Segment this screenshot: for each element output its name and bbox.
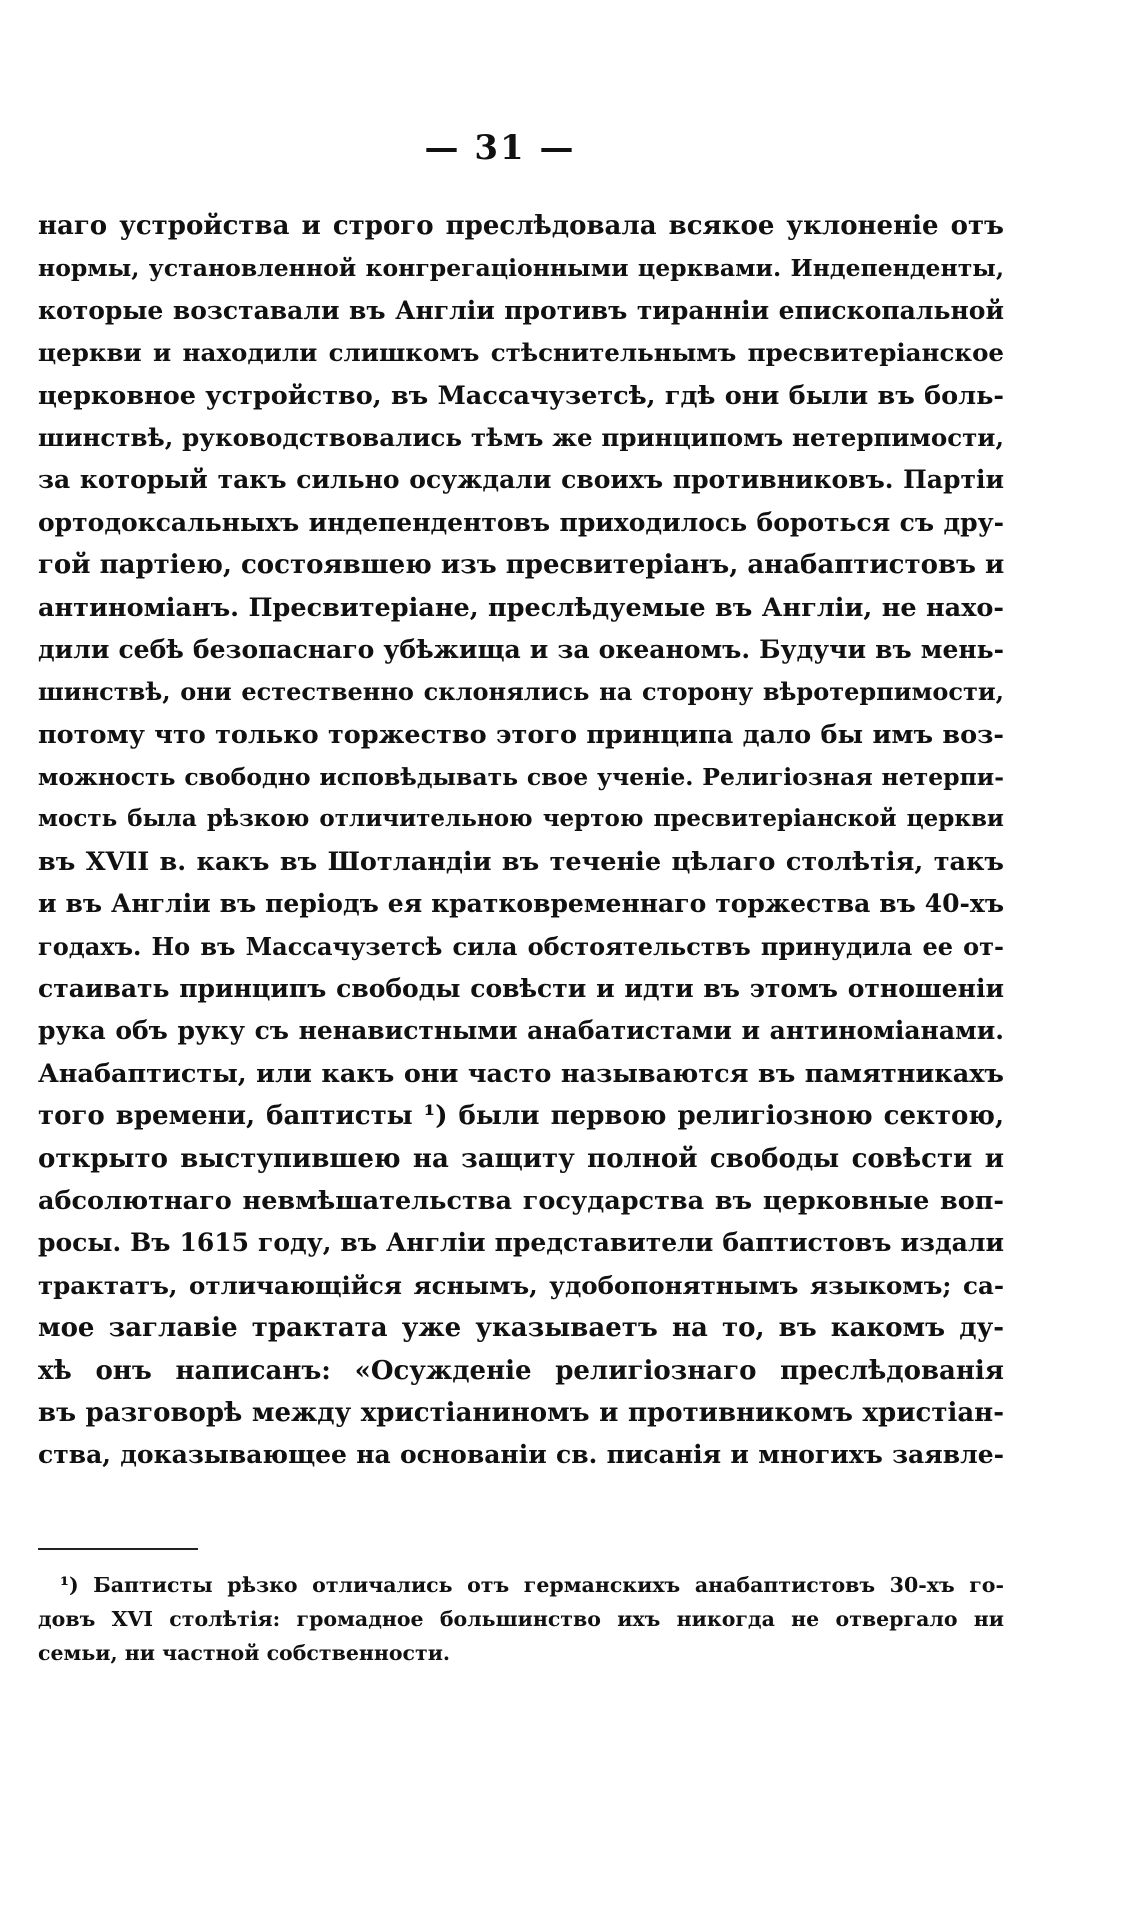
page-number: — 31 — bbox=[424, 128, 576, 168]
text-line: потому что только торжество этого принципа дало бы имъ воз- bbox=[38, 719, 1004, 750]
text-line: за который такъ сильно осуждали своихъ противниковъ. Партіи bbox=[38, 465, 1004, 495]
text-line: стаивать принципъ свободы совѣсти и идти въ этомъ отношеніи bbox=[38, 974, 1004, 1004]
text-line: ства, доказывающее на основаніи св. писанія и многихъ заявле- bbox=[38, 1440, 1004, 1470]
text-line: антиноміанъ. Пресвитеріане, преслѣдуемые въ Англіи, не нахо- bbox=[38, 592, 1004, 623]
text-line: мость была рѣзкою отличительною чертою пресвитеріанской церкви bbox=[38, 805, 1004, 833]
text-line: гой партіею, состоявшею изъ пресвитеріанъ, анабаптистовъ и bbox=[38, 550, 1005, 581]
footnote-line: ¹) Баптисты рѣзко отличались отъ германскихъ анабаптистовъ 30-хъ го- bbox=[60, 1573, 1004, 1597]
text-line: въ разговорѣ между христіаниномъ и противникомъ христіан- bbox=[38, 1397, 1004, 1428]
text-line: дили себѣ безопаснаго убѣжища и за океаномъ. Будучи въ мень- bbox=[38, 634, 1004, 664]
text-line: того времени, баптисты ¹) были первою религіозною сектою, bbox=[38, 1101, 1004, 1132]
text-line: хѣ онъ написанъ: «Осужденіе религіознаго преслѣдованія bbox=[38, 1355, 1004, 1386]
footnote-line: семьи, ни частной собственности. bbox=[38, 1641, 451, 1665]
text-line: мое заглавіе трактата уже указываетъ на то, въ какомъ ду- bbox=[38, 1313, 1004, 1344]
text-line: и въ Англіи въ періодъ ея кратковременнаго торжества въ 40-хъ bbox=[38, 889, 1004, 919]
text-line: нормы, установленной конгрегаціонными церквами. Индепенденты, bbox=[38, 254, 1004, 283]
text-line: рука объ руку съ ненавистными анабатистами и антиноміанами. bbox=[38, 1016, 1004, 1046]
text-line: церковное устройство, въ Массачузетсѣ, гдѣ они были въ боль- bbox=[38, 380, 1004, 411]
text-line: въ XVII в. какъ въ Шотландіи въ теченіе цѣлаго столѣтія, такъ bbox=[38, 846, 1004, 877]
text-line: трактатъ, отличающійся яснымъ, удобопонятнымъ языкомъ; са- bbox=[38, 1270, 1004, 1300]
body-text bbox=[38, 205, 1004, 1477]
text-line: ортодоксальныхъ индепендентовъ приходилось бороться съ дру- bbox=[38, 507, 1004, 537]
text-line: открыто выступившею на защиту полной свободы совѣсти и bbox=[38, 1143, 1004, 1174]
text-line: церкви и находили слишкомъ стѣснительнымъ пресвитеріанское bbox=[38, 338, 1004, 368]
text-line: которые возставали въ Англіи противъ тиранніи епископальной bbox=[38, 295, 1004, 325]
footnotes bbox=[38, 1568, 1004, 1670]
text-line: росы. Въ 1615 году, въ Англіи представители баптистовъ издали bbox=[38, 1228, 1004, 1258]
text-line: шинствѣ, руководствовались тѣмъ же принципомъ нетерпимости, bbox=[38, 422, 1004, 452]
text-line: абсолютнаго невмѣшательства государства въ церковные воп- bbox=[38, 1185, 1004, 1216]
footnote-divider bbox=[38, 1548, 198, 1550]
footnote-line: довъ XVI столѣтія: громадное большинство ихъ никогда не отвергало ни bbox=[38, 1607, 1004, 1631]
text-line: шинствѣ, они естественно склонялись на сторону вѣротерпимости, bbox=[38, 677, 1004, 707]
text-line: годахъ. Но въ Массачузетсѣ сила обстоятельствъ принудила ее от- bbox=[38, 931, 1004, 961]
text-line: Анабаптисты, или какъ они часто называются въ памятникахъ bbox=[38, 1058, 1004, 1089]
text-line: можность свободно исповѣдывать свое ученіе. Религіозная нетерпи- bbox=[38, 763, 1004, 792]
text-line: наго устройства и строго преслѣдовала всякое уклоненіе отъ bbox=[38, 211, 1004, 241]
